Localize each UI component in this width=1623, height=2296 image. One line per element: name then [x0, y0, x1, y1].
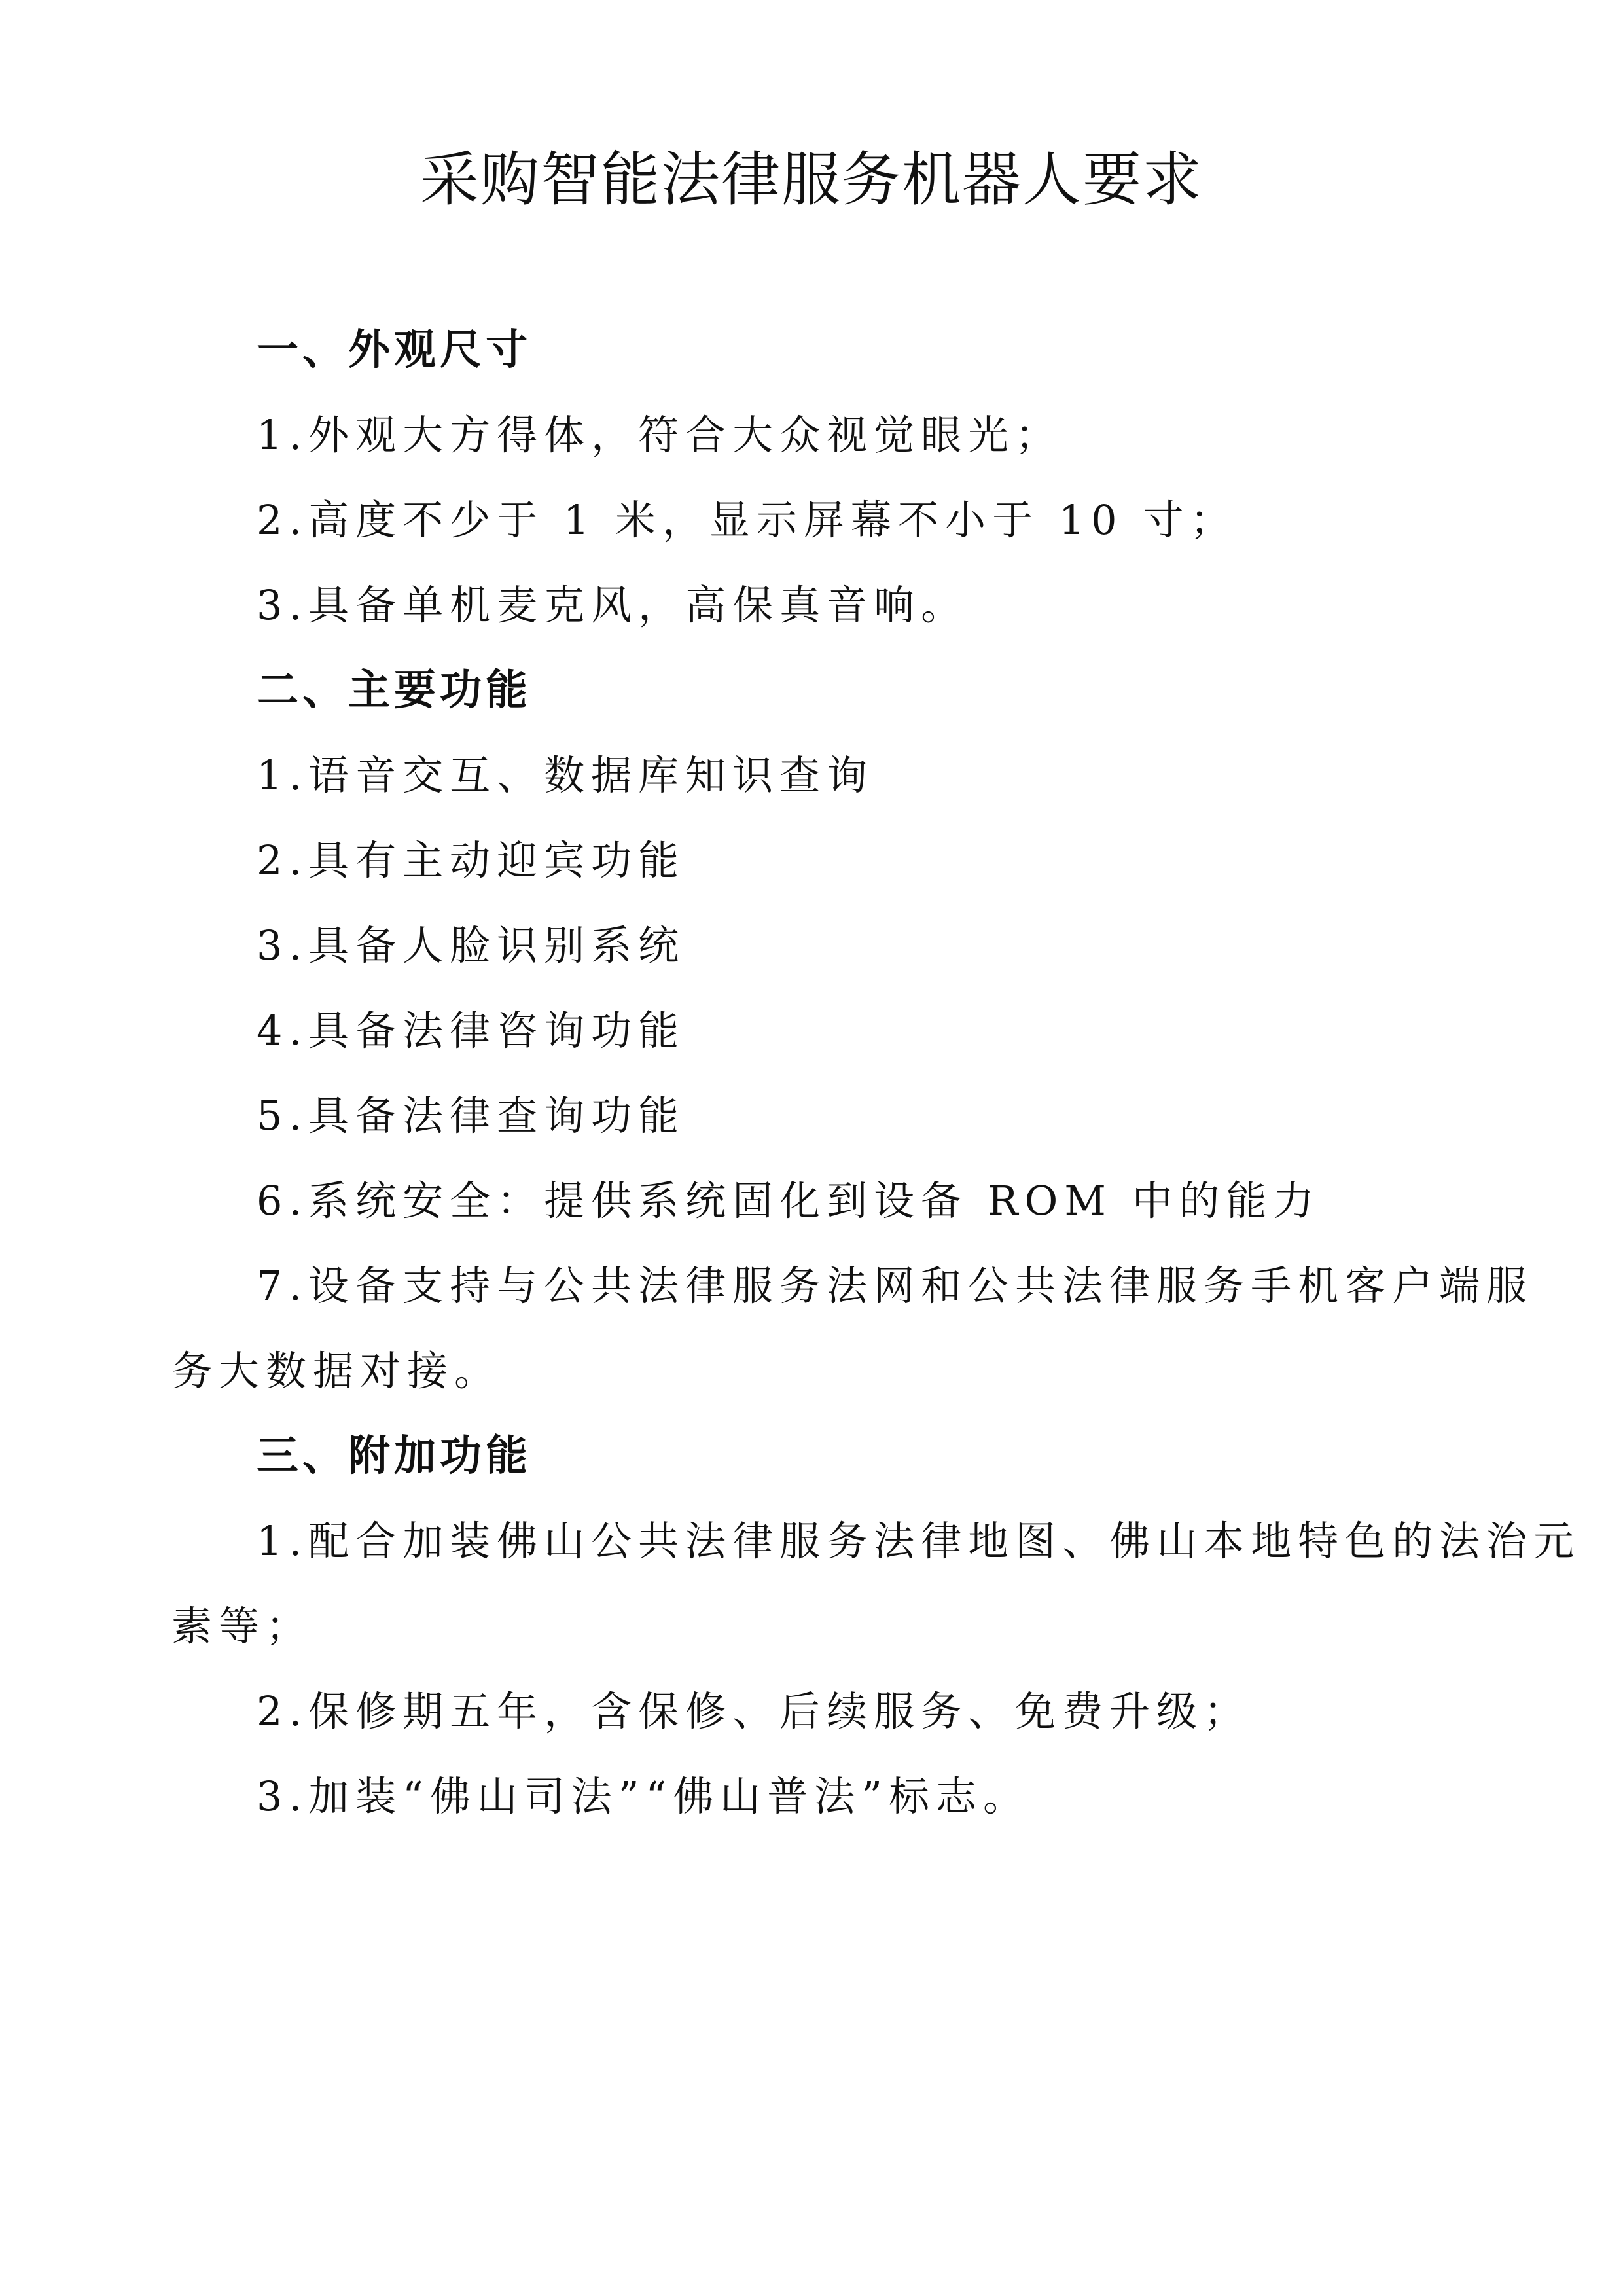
section-heading-additional-functions: 三、附加功能	[257, 1432, 531, 1480]
list-item: 5.具备法律查询功能	[257, 1092, 686, 1139]
list-item: 3.具备单机麦克风，高保真音响。	[257, 581, 969, 629]
list-item: 3.具备人脸识别系统	[257, 922, 686, 969]
section-heading-appearance: 一、外观尺寸	[257, 326, 531, 374]
list-item-continuation: 务大数据对接。	[171, 1347, 502, 1395]
list-item: 2.具有主动迎宾功能	[257, 836, 686, 884]
list-item: 1.语音交互、数据库知识查询	[257, 751, 874, 799]
list-item: 2.高度不少于 1 米，显示屏幕不小于 10 寸；	[257, 496, 1238, 544]
list-item: 1.配合加装佛山公共法律服务法律地图、佛山本地特色的法治元	[257, 1517, 1581, 1565]
list-item: 6.系统安全：提供系统固化到设备 ROM 中的能力	[257, 1177, 1321, 1225]
list-item: 1.外观大方得体，符合大众视觉眼光；	[257, 411, 1063, 459]
document-title: 采购智能法律服务机器人要求	[420, 145, 1203, 214]
list-item: 2.保修期五年，含保修、后续服务、免费升级；	[257, 1687, 1251, 1735]
list-item: 3.加装“佛山司法”“佛山普法”标志。	[257, 1772, 1030, 1820]
list-item-continuation: 素等；	[171, 1602, 313, 1650]
section-heading-main-functions: 二、主要功能	[257, 666, 531, 715]
list-item: 4.具备法律咨询功能	[257, 1007, 686, 1054]
list-item: 7.设备支持与公共法律服务法网和公共法律服务手机客户端服	[257, 1262, 1534, 1310]
